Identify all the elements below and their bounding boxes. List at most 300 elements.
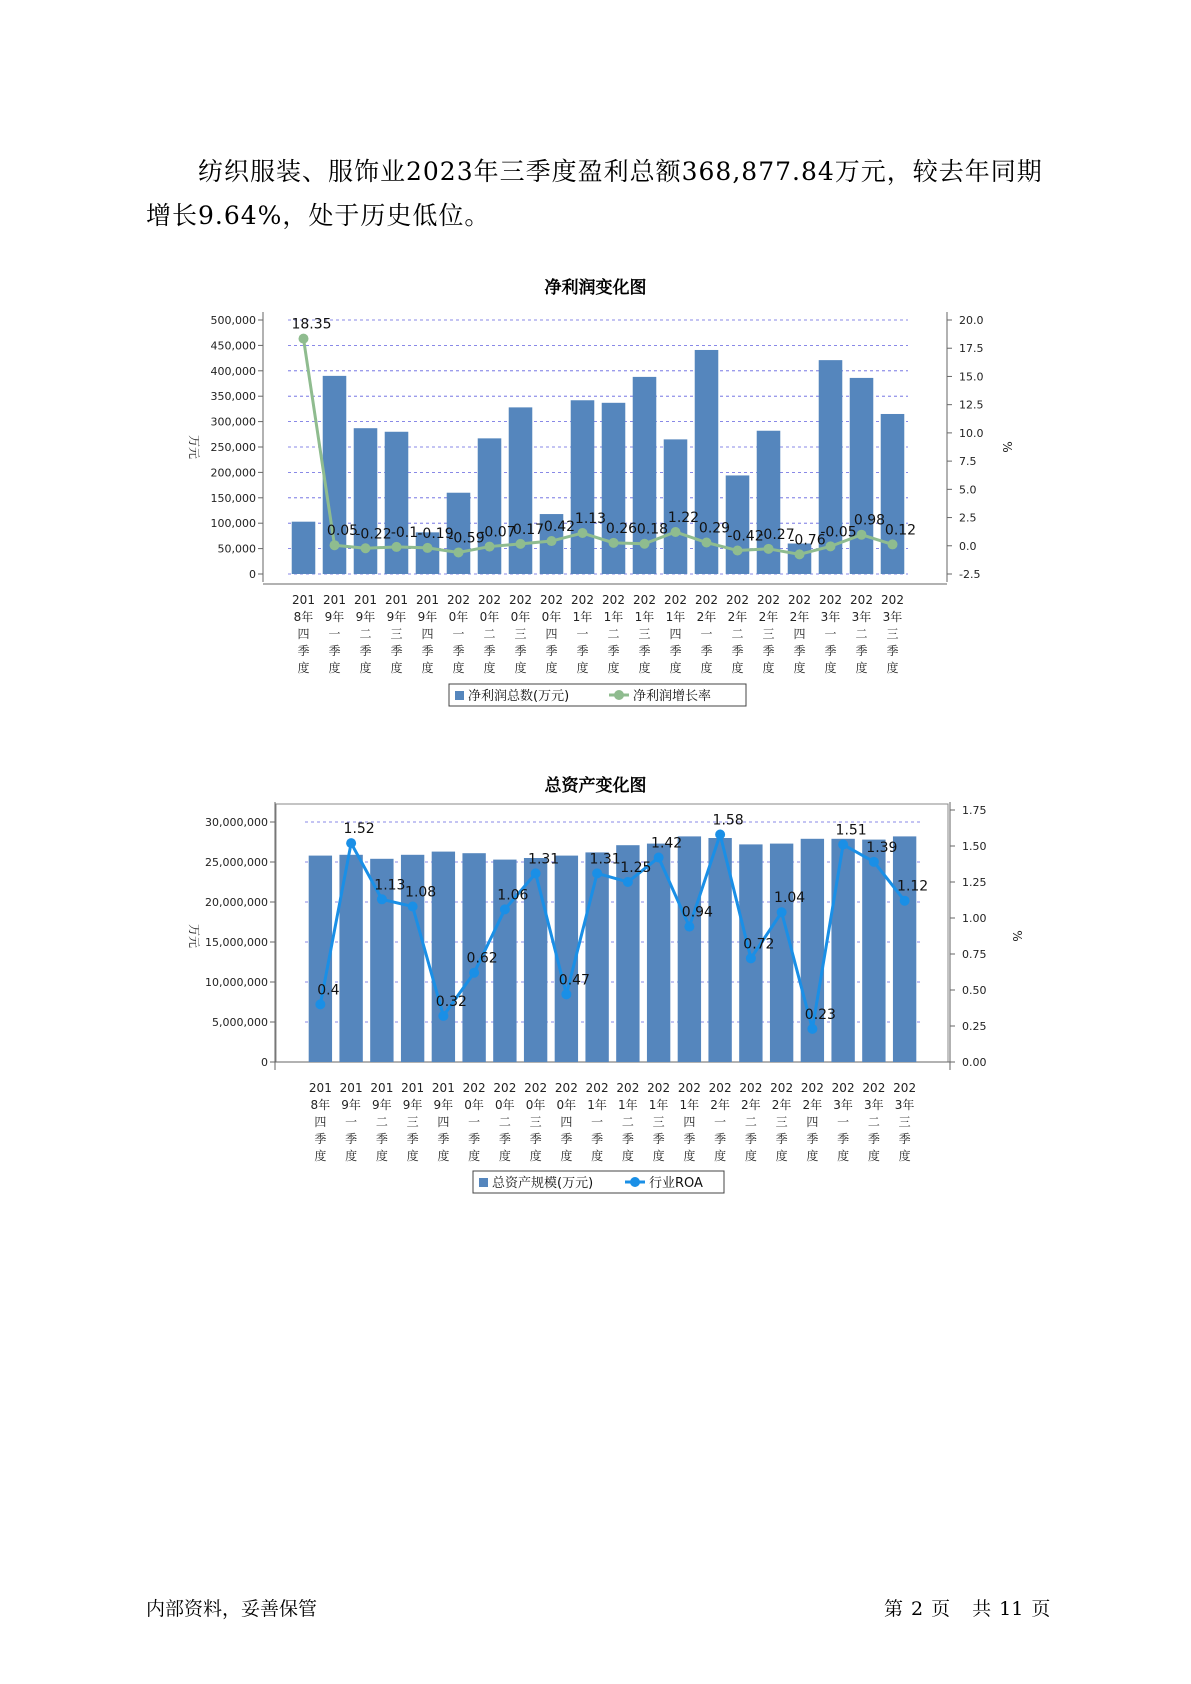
x-tick-label: 202 [819,593,842,607]
x-tick-label: 度 [452,661,465,675]
x-tick-label: 季 [621,1132,634,1146]
line-point [438,1011,448,1021]
x-tick-label: 季 [545,644,558,658]
y2-tick-label: 2.5 [959,511,977,525]
x-tick-label: 二 [867,1115,880,1129]
y-tick-label: 0 [249,568,256,581]
x-tick-label: 度 [714,1149,727,1163]
x-tick-label: 9年 [402,1098,423,1112]
x-tick-label: 度 [483,661,496,675]
x-tick-label: 202 [540,593,563,607]
bar [850,378,874,574]
x-tick-label: 季 [638,644,651,658]
line-point [299,334,309,344]
y2-tick-label: 1.00 [962,912,987,925]
line-point [330,540,340,550]
x-tick-label: 1年 [679,1098,700,1112]
page-number: 2 [911,1598,924,1620]
point-label: -0.07 [479,524,516,541]
x-tick-label: 2年 [802,1098,823,1112]
x-tick-label: 202 [739,1081,763,1095]
x-tick-label: 0年 [479,610,500,624]
x-tick-label: 度 [806,1149,819,1163]
x-tick-label: 202 [616,1081,640,1095]
point-label: 0.42 [543,519,576,536]
point-label: 0.47 [558,972,590,989]
point-label: 0.32 [435,993,467,1010]
x-tick-label: 二 [621,1115,634,1129]
x-tick-label: 季 [607,644,620,658]
bar [585,852,608,1062]
x-tick-label: 四 [560,1115,573,1129]
x-tick-label: 季 [806,1132,819,1146]
point-label: 0.23 [804,1006,836,1023]
x-tick-label: 季 [529,1132,542,1146]
x-tick-label: 度 [314,1149,327,1163]
page-prefix: 第 [884,1598,904,1620]
bar [893,836,916,1062]
x-tick-label: 三 [529,1115,542,1129]
line-point [346,838,356,848]
total-assets-chart [0,800,1191,1240]
y2-tick-label: 7.5 [959,455,977,469]
x-tick-label: 季 [468,1132,481,1146]
x-tick-label: 度 [731,661,744,675]
point-label: -0.1 [390,524,419,541]
x-tick-label: 二 [483,627,496,641]
x-tick-label: 3年 [864,1098,884,1112]
total-unit: 页 [1031,1598,1051,1620]
x-tick-label: 3年 [882,610,903,624]
line-point [702,538,712,548]
point-label: 1.06 [497,887,529,904]
x-tick-label: 度 [560,1149,573,1163]
bar [478,438,502,574]
x-tick-label: 四 [793,627,806,641]
x-tick-label: 季 [669,644,682,658]
y-tick-label: 30,000,000 [205,816,268,829]
x-tick-label: 2年 [696,610,717,624]
bar [664,439,688,574]
x-tick-label: 季 [328,644,341,658]
x-tick-label: 0年 [510,610,531,624]
x-tick-label: 三 [886,627,899,641]
point-label: -0.19 [417,525,454,542]
x-tick-label: 3年 [851,610,872,624]
point-label: 1.39 [866,839,898,856]
footer-page-info [884,1594,1058,1621]
x-tick-label: 季 [855,644,868,658]
y-tick-label: 20,000,000 [205,896,268,909]
x-tick-label: 一 [345,1115,358,1129]
y-axis-title: 万元 [187,923,201,949]
line-point [746,953,756,963]
x-tick-label: 季 [483,644,496,658]
line-point [500,904,510,914]
bar [770,844,793,1062]
x-tick-label: 9年 [341,1098,361,1112]
x-tick-label: 202 [509,593,532,607]
x-tick-label: 季 [437,1132,450,1146]
line-point [454,547,464,557]
x-tick-label: 度 [867,1149,880,1163]
point-label: -0.42 [727,528,764,545]
x-tick-label: 度 [328,661,341,675]
line-point [531,868,541,878]
x-tick-label: 季 [867,1132,880,1146]
x-tick-label: 1年 [572,610,593,624]
y-tick-label: 150,000 [210,491,256,505]
x-tick-label: 2年 [710,1098,730,1112]
x-tick-label: 度 [762,661,775,675]
x-tick-label: 201 [323,593,346,607]
x-tick-label: 201 [431,1081,455,1095]
x-tick-label: 四 [683,1115,696,1129]
x-tick-label: 季 [359,644,372,658]
x-tick-label: 三 [762,627,775,641]
line-point [423,543,433,553]
x-tick-label: 季 [514,644,527,658]
y-tick-label: 0 [261,1056,268,1069]
x-tick-label: 二 [498,1115,511,1129]
x-tick-label: 2年 [741,1098,761,1112]
bar [292,522,316,574]
x-tick-label: 四 [437,1115,450,1129]
x-tick-label: 度 [886,661,899,675]
total-prefix: 共 [972,1598,992,1620]
x-tick-label: 201 [416,593,439,607]
point-label: 1.58 [712,812,744,829]
line-point [857,530,867,540]
x-tick-label: 202 [493,1081,517,1095]
y-tick-label: 50,000 [217,542,256,556]
x-tick-label: 度 [390,661,403,675]
x-tick-label: 季 [731,644,744,658]
y-tick-label: 15,000,000 [205,936,268,949]
point-label: 1.13 [374,877,406,894]
x-tick-label: 三 [514,627,527,641]
line-point [592,868,602,878]
bar [602,403,626,574]
x-tick-label: 度 [345,1149,358,1163]
x-tick-label: 二 [607,627,620,641]
x-tick-label: 202 [677,1081,701,1095]
y2-tick-label: 0.0 [959,539,977,553]
x-tick-label: 季 [375,1132,388,1146]
x-tick-label: 三 [898,1115,911,1129]
x-tick-label: 202 [881,593,904,607]
point-label: 1.04 [774,890,806,907]
x-tick-label: 四 [421,627,434,641]
point-label: 0.98 [853,512,886,529]
x-tick-label: 0年 [556,1098,577,1112]
x-tick-label: 二 [855,627,868,641]
page-unit: 页 [931,1598,951,1620]
x-tick-label: 202 [862,1081,886,1095]
x-tick-label: 9年 [355,610,376,624]
x-tick-label: 季 [700,644,713,658]
x-tick-label: 二 [731,627,744,641]
bar [385,432,409,574]
x-tick-label: 9年 [433,1098,454,1112]
line-point [578,528,588,538]
x-tick-label: 度 [421,661,434,675]
line-point [654,853,664,863]
x-tick-label: 二 [359,627,372,641]
bar [678,836,701,1062]
x-tick-label: 一 [468,1115,481,1129]
y-tick-label: 200,000 [210,466,256,480]
x-tick-label: 三 [775,1115,788,1129]
x-tick-label: 度 [638,661,651,675]
x-tick-label: 8年 [310,1098,331,1112]
x-tick-label: 季 [390,644,403,658]
x-tick-label: 9年 [417,610,438,624]
x-tick-label: 季 [744,1132,757,1146]
x-tick-label: 202 [800,1081,824,1095]
y-axis-title: 万元 [187,434,201,460]
x-tick-label: 二 [375,1115,388,1129]
footer-note: 内部资料，妥善保管 [146,1598,318,1620]
line-point [671,527,681,537]
x-tick-label: 度 [591,1149,604,1163]
x-tick-label: 1年 [603,610,624,624]
point-label: 0.12 [884,522,917,539]
point-label: 1.52 [343,821,375,838]
x-tick-label: 度 [437,1149,450,1163]
x-tick-label: 三 [638,627,651,641]
bar [831,839,854,1062]
x-tick-label: 202 [554,1081,578,1095]
x-tick-label: 季 [560,1132,573,1146]
x-tick-label: 度 [375,1149,388,1163]
y2-tick-label: -2.5 [959,568,981,581]
legend-label-bar: 净利润总数(万元) [468,689,570,704]
x-tick-label: 一 [452,627,465,641]
x-tick-label: 度 [837,1149,850,1163]
legend-swatch-bar [479,1178,488,1187]
x-tick-label: 201 [308,1081,332,1095]
line-point [826,541,836,551]
x-tick-label: 一 [591,1115,604,1129]
point-label: -0.05 [820,524,857,541]
line-point [888,539,898,549]
x-tick-label: 202 [664,593,687,607]
line-point [392,542,402,552]
x-tick-label: 季 [793,644,806,658]
x-tick-label: 二 [744,1115,757,1129]
line-point [469,968,479,978]
y2-tick-label: 12.5 [959,398,984,412]
x-tick-label: 三 [652,1115,665,1129]
legend-swatch-point [630,1177,640,1187]
y-tick-label: 300,000 [210,415,256,429]
line-point [777,907,787,917]
x-tick-label: 季 [714,1132,727,1146]
x-tick-label: 度 [621,1149,634,1163]
x-tick-label: 度 [793,661,806,675]
x-tick-label: 201 [292,593,315,607]
x-tick-label: 1年 [665,610,686,624]
y2-axis-title: % [1010,930,1024,942]
x-tick-label: 202 [831,1081,855,1095]
x-tick-label: 202 [788,593,811,607]
x-tick-label: 度 [468,1149,481,1163]
point-label: -0.22 [355,526,392,543]
point-label: 0.72 [743,936,775,953]
legend-label-line: 行业ROA [649,1176,703,1191]
x-tick-label: 201 [401,1081,425,1095]
x-tick-label: 0年 [448,610,469,624]
point-label: 1.22 [667,510,700,527]
line-point [315,999,325,1009]
x-tick-label: 202 [524,1081,548,1095]
point-label: 1.51 [835,822,867,839]
point-label: -0.59 [448,530,485,547]
line-point [900,896,910,906]
x-tick-label: 2年 [758,610,779,624]
line-point [795,549,805,559]
x-tick-label: 3年 [894,1098,915,1112]
x-tick-label: 度 [297,661,310,675]
x-tick-label: 202 [647,1081,671,1095]
point-label: 0.05 [326,523,359,540]
y-tick-label: 25,000,000 [205,856,268,869]
x-tick-label: 0年 [541,610,562,624]
point-label: 1.13 [574,511,607,528]
line-point [684,922,694,932]
x-tick-label: 1年 [648,1098,669,1112]
x-tick-label: 2年 [727,610,748,624]
x-tick-label: 三 [390,627,403,641]
y2-tick-label: 10.0 [959,426,984,440]
bar [571,400,595,574]
x-tick-label: 季 [762,644,775,658]
y2-tick-label: 1.75 [962,804,987,817]
x-tick-label: 季 [591,1132,604,1146]
y2-tick-label: 5.0 [959,483,977,497]
point-label: 1.12 [897,878,929,895]
x-tick-label: 202 [447,593,470,607]
x-tick-label: 202 [770,1081,794,1095]
x-tick-label: 202 [585,1081,609,1095]
line-point [623,877,633,887]
body-paragraph: 纺织服装、服饰业2023年三季度盈利总额368,877.84万元，较去年同期增长9.64%，处于历史低位。 [146,157,1043,230]
x-tick-label: 一 [714,1115,727,1129]
point-label: 0.18 [636,521,669,538]
x-tick-label: 度 [498,1149,511,1163]
y2-tick-label: 0.25 [962,1020,987,1033]
point-label: 1.08 [405,884,437,901]
x-tick-label: 季 [775,1132,788,1146]
x-tick-label: 202 [726,593,749,607]
y-tick-label: 100,000 [210,517,256,531]
line-point [764,544,774,554]
x-tick-label: 度 [683,1149,696,1163]
x-tick-label: 度 [744,1149,757,1163]
y2-axis-title: % [1000,441,1014,453]
x-tick-label: 度 [529,1149,542,1163]
x-tick-label: 季 [824,644,837,658]
x-tick-label: 3年 [833,1098,853,1112]
line-point [807,1024,817,1034]
x-tick-label: 一 [700,627,713,641]
x-tick-label: 一 [824,627,837,641]
x-tick-label: 一 [837,1115,850,1129]
x-tick-label: 9年 [324,610,345,624]
chart1-title: 净利润变化图 [544,278,647,298]
x-tick-label: 季 [406,1132,419,1146]
point-label: -0.76 [789,532,826,549]
y2-tick-label: 1.50 [962,840,987,853]
y-tick-label: 400,000 [210,364,256,378]
x-tick-label: 四 [545,627,558,641]
point-label: -0.27 [758,526,795,543]
x-tick-label: 1年 [634,610,655,624]
x-tick-label: 202 [602,593,625,607]
line-point [733,546,743,556]
x-tick-label: 季 [837,1132,850,1146]
line-point [547,536,557,546]
x-tick-label: 202 [757,593,780,607]
x-tick-label: 度 [545,661,558,675]
x-tick-label: 度 [652,1149,665,1163]
x-tick-label: 季 [345,1132,358,1146]
x-tick-label: 季 [652,1132,665,1146]
x-tick-label: 202 [462,1081,486,1095]
line-point [561,989,571,999]
y2-tick-label: 0.75 [962,948,987,961]
x-tick-label: 季 [421,644,434,658]
line-point [516,539,526,549]
y-tick-label: 10,000,000 [205,976,268,989]
y2-tick-label: 0.00 [962,1056,987,1069]
y2-tick-label: 0.50 [962,984,987,997]
x-tick-label: 201 [354,593,377,607]
x-tick-label: 季 [297,644,310,658]
x-tick-label: 202 [850,593,873,607]
x-tick-label: 度 [824,661,837,675]
legend-label-line: 净利润增长率 [633,689,712,704]
point-label: 0.29 [698,520,731,537]
legend-label-bar: 总资产规模(万元) [492,1176,594,1191]
x-tick-label: 3年 [820,610,841,624]
x-tick-label: 1年 [587,1098,607,1112]
x-tick-label: 度 [855,661,868,675]
x-tick-label: 201 [339,1081,363,1095]
point-label: 1.25 [620,860,652,876]
x-tick-label: 度 [775,1149,788,1163]
point-label: 1.31 [528,851,560,868]
x-tick-label: 202 [695,593,718,607]
y-tick-label: 500,000 [210,314,256,327]
bar [881,414,905,574]
y2-tick-label: 1.25 [962,876,987,889]
point-label: 0.94 [681,904,713,921]
legend-swatch-point [614,690,624,700]
x-tick-label: 三 [406,1115,419,1129]
point-label: 18.35 [291,316,332,333]
y-tick-label: 350,000 [210,390,256,404]
x-tick-label: 度 [700,661,713,675]
x-tick-label: 9年 [372,1098,392,1112]
net-profit-chart [0,300,1191,760]
x-tick-label: 0年 [495,1098,515,1112]
y-tick-label: 250,000 [210,441,256,454]
line-point [838,840,848,850]
x-tick-label: 202 [893,1081,917,1095]
x-tick-label: 度 [406,1149,419,1163]
